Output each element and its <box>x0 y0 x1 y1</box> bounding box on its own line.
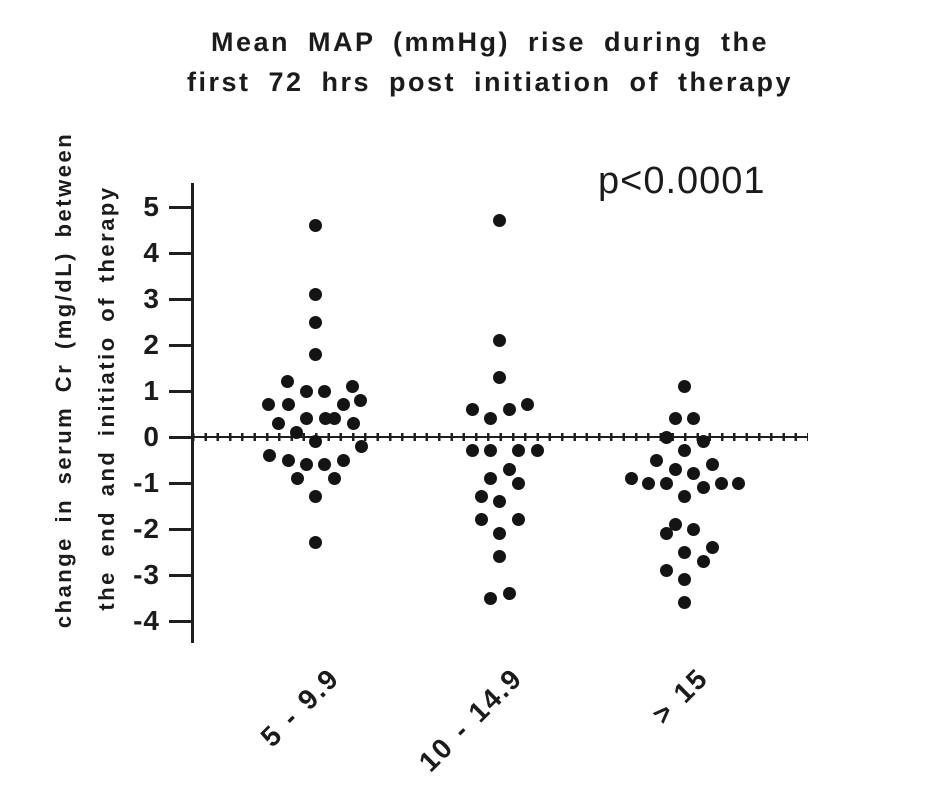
data-point <box>625 472 638 485</box>
y-tick-mark <box>169 482 192 485</box>
data-point <box>328 472 341 485</box>
data-point <box>697 555 710 568</box>
chart-title-line1: Mean MAP (mmHg) rise during the <box>210 27 770 57</box>
data-point <box>355 440 368 453</box>
y-tick-label: -2 <box>133 513 160 544</box>
data-point <box>687 412 700 425</box>
y-tick-mark <box>169 390 192 393</box>
data-point <box>309 348 322 361</box>
data-point <box>669 463 682 476</box>
data-point <box>263 449 276 462</box>
data-point <box>493 214 506 227</box>
data-point <box>484 592 497 605</box>
data-point <box>309 316 322 329</box>
data-point <box>318 385 331 398</box>
data-point <box>678 380 691 393</box>
data-point <box>678 596 691 609</box>
data-point <box>512 444 525 457</box>
data-point <box>660 527 673 540</box>
data-point <box>466 403 479 416</box>
data-point <box>337 454 350 467</box>
data-point <box>484 444 497 457</box>
data-point <box>521 398 534 411</box>
data-point <box>678 444 691 457</box>
data-point <box>290 426 303 439</box>
data-point <box>678 546 691 559</box>
data-point <box>493 371 506 384</box>
y-tick-label: 2 <box>143 329 160 360</box>
data-point <box>697 435 710 448</box>
data-point <box>650 454 663 467</box>
data-point <box>309 219 322 232</box>
data-point <box>660 477 673 490</box>
y-axis-label-line2: the end and initiatio of therapy <box>94 185 119 611</box>
y-tick-label: 0 <box>143 421 160 452</box>
y-tick-label: 5 <box>143 191 160 222</box>
data-point <box>493 334 506 347</box>
data-point <box>493 550 506 563</box>
y-axis-label-line1: change in serum Cr (mg/dL) between <box>51 131 76 629</box>
p-value-annotation: p<0.0001 <box>598 160 766 202</box>
y-tick-label: 4 <box>143 237 160 268</box>
data-point <box>347 417 360 430</box>
data-point <box>262 398 275 411</box>
data-point <box>715 477 728 490</box>
data-point <box>309 536 322 549</box>
x-category-label: 5 - 9.9 <box>254 662 345 753</box>
data-point <box>706 458 719 471</box>
x-category-label: 10 - 14.9 <box>413 662 529 778</box>
y-tick-mark <box>169 574 192 577</box>
data-point <box>503 587 516 600</box>
data-point <box>531 444 544 457</box>
data-point <box>309 435 322 448</box>
y-tick-mark <box>169 620 192 623</box>
data-point <box>337 398 350 411</box>
y-tick-label: 3 <box>143 283 160 314</box>
y-tick-label: -1 <box>133 467 160 498</box>
data-point <box>678 573 691 586</box>
data-point <box>475 513 488 526</box>
data-point <box>282 398 295 411</box>
data-point <box>660 564 673 577</box>
data-point <box>484 472 497 485</box>
data-point <box>282 454 295 467</box>
zero-baseline <box>192 433 808 441</box>
data-point <box>697 481 710 494</box>
data-point <box>660 431 673 444</box>
y-tick-label: -4 <box>133 605 160 636</box>
data-point <box>687 467 700 480</box>
data-point <box>706 541 719 554</box>
y-tick-mark <box>169 206 192 209</box>
data-point <box>678 490 691 503</box>
data-point <box>512 513 525 526</box>
x-category-label: > 15 <box>645 662 714 731</box>
data-point <box>300 412 313 425</box>
data-point <box>346 380 359 393</box>
data-point <box>503 463 516 476</box>
data-point <box>642 477 655 490</box>
y-tick-mark <box>169 436 192 439</box>
chart-title <box>150 22 830 102</box>
data-point <box>328 412 341 425</box>
data-point <box>503 403 516 416</box>
chart-title-line2: first 72 hrs post initiation of therapy <box>186 67 794 97</box>
data-point <box>309 490 322 503</box>
data-point <box>687 523 700 536</box>
y-tick-label: 1 <box>143 375 160 406</box>
y-tick-label: -3 <box>133 559 160 590</box>
data-point <box>300 385 313 398</box>
data-point <box>493 527 506 540</box>
data-point <box>318 458 331 471</box>
data-point <box>272 417 285 430</box>
y-tick-mark <box>169 298 192 301</box>
data-point <box>466 444 479 457</box>
data-point <box>300 458 313 471</box>
data-point <box>281 375 294 388</box>
y-tick-mark <box>169 528 192 531</box>
data-point <box>475 490 488 503</box>
data-point <box>732 477 745 490</box>
data-point <box>484 412 497 425</box>
data-point <box>354 394 367 407</box>
data-point <box>291 472 304 485</box>
data-point <box>493 495 506 508</box>
data-point <box>309 288 322 301</box>
y-tick-mark <box>169 344 192 347</box>
data-point <box>669 412 682 425</box>
y-tick-mark <box>169 252 192 255</box>
data-point <box>512 477 525 490</box>
